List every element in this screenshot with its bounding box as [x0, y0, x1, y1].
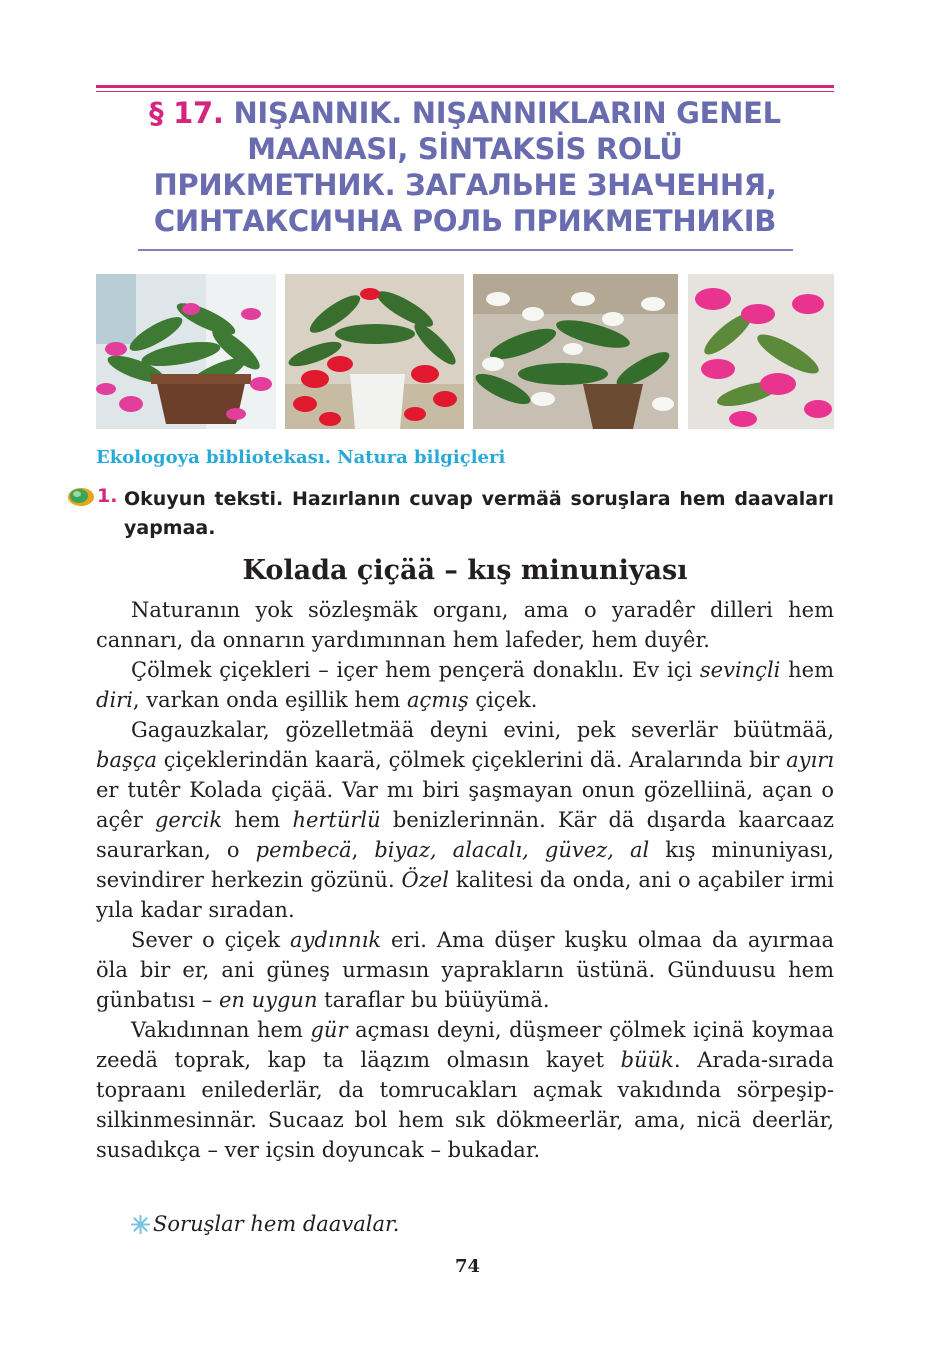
page-number: 74 [454, 1256, 481, 1277]
photo-pink-cactus-pot [96, 274, 276, 429]
header-rule-thin [96, 91, 834, 92]
title-underline [138, 249, 793, 251]
title-line-1: NIŞANNIK. NIŞANNIKLARIN GENEL [233, 96, 781, 130]
task-bullet-icon [67, 487, 95, 507]
header-rule-thick [96, 85, 834, 88]
photo-red-cactus-pot [285, 274, 464, 429]
section-number: § 17. [149, 96, 224, 130]
asterisk-star-icon [131, 1215, 150, 1234]
photo-white-cactus [473, 274, 678, 429]
paragraph-3: Gagauzkalar, gözelletmää deyni evini, pek severlär büütmää, başça çiçeklerindän kaarä, çölmek çiçeklerini dä. Aralarında bir ayırı er tutêr Kolada çiçää. Var mı biri şaşmayan onun gözelliinä, açan o açêr gercik hem hertürlü benizlerinnän. Kär dä dışarda kaarcaaz saurarkan, o pembecä, biyaz, alacalı, güvez, al kış minuniyası, sevindirer herkezin gözünü. Özel kalitesi da onda, ani o açabiler irmi yıla kadar sıradan. [96, 718, 835, 922]
title-line-2: MAANASI, SİNTAKSİS ROLÜ [247, 132, 683, 166]
page-title [96, 95, 834, 239]
paragraph-2: Çölmek çiçekleri – içer hem pençerä donaklıı. Ev içi sevinçli hem diri, varkan onda eşillik hem açmış çiçek. [96, 658, 834, 712]
title-line-3: ПРИКМЕТНИК. ЗАГАЛЬНЕ ЗНАЧЕННЯ, [153, 168, 777, 202]
task-instruction: Okuyun teksti. Hazırlanın cuvap vermää soruşlara hem daavaları yapmaa. [124, 488, 834, 539]
paragraph-4: Sever o çiçek aydınnık eri. Ama düşer kuşku olmaa da ayırmaa öla bir er, ani güneş urmasın yaprakların üstünä. Günduusu hem günbatısı – en uygun taraflar bu büüyümä. [96, 928, 834, 1012]
questions-heading: Soruşlar hem daavalar. [153, 1212, 400, 1236]
story-body [96, 595, 834, 1165]
paragraph-5: Vakıdınnan hem gür açması deyni, düşmeer çölmek içinä koymaa zeedä toprak, kap ta läązım olmasın kayet büük. Arada-sırada topraanı enilederlär, da tomrucakları açmak vakıdında sörpeşip-silkinmesinnär. Sucaaz bol hem sık dökmeerlär, ama, nicä deerlär, susadıkça – ver içsin doyuncak – bukadar. [96, 1018, 834, 1162]
task-number: 1. [97, 485, 118, 507]
story-title: Kolada çiçää – kış minuniyası [242, 555, 688, 586]
title-line-4: СИНТАКСИЧНА РОЛЬ ПРИКМЕТНИКІВ [153, 204, 777, 238]
section-caption: Ekologoya bibliotekası. Natura bilgiçleri [96, 447, 506, 468]
paragraph-1: Naturanın yok sözleşmäk organı, ama o yaradêr dilleri hem cannarı, da onnarın yardımınnan hem lafeder, hem duyêr. [96, 598, 834, 652]
photo-pink-cactus-closeup [688, 274, 834, 429]
